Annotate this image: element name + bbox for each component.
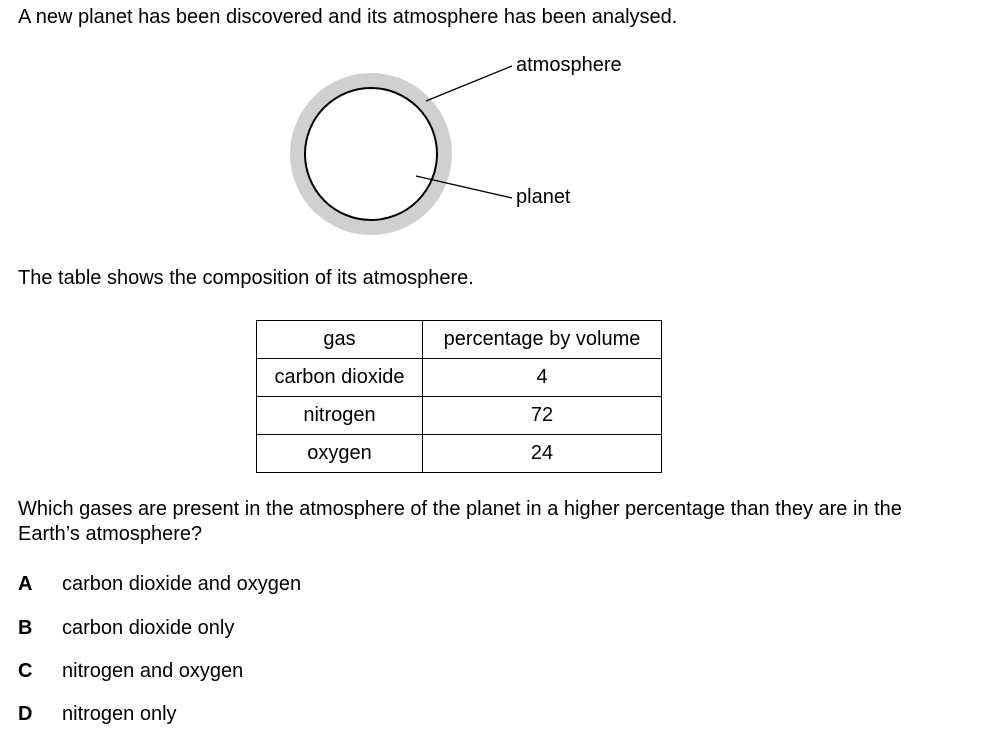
gas-cell: carbon dioxide — [257, 359, 423, 397]
composition-table — [256, 320, 662, 473]
table-row — [257, 435, 662, 473]
option-letter: C — [18, 660, 33, 682]
header-percentage: percentage by volume — [423, 321, 662, 359]
option-text: carbon dioxide only — [62, 617, 235, 639]
option-letter: D — [18, 703, 33, 725]
option-text: nitrogen only — [62, 703, 177, 725]
option-letter: B — [18, 617, 33, 639]
table-row — [257, 397, 662, 435]
atmosphere-pointer-line — [426, 66, 512, 101]
header-gas: gas — [257, 321, 423, 359]
table-row — [257, 359, 662, 397]
table-header-row — [257, 321, 662, 359]
percentage-cell: 24 — [423, 435, 662, 473]
option-letter: A — [18, 573, 33, 595]
planet-circle — [305, 88, 437, 220]
gas-cell: nitrogen — [257, 397, 423, 435]
percentage-cell: 4 — [423, 359, 662, 397]
gas-cell: oxygen — [257, 435, 423, 473]
intro-text: A new planet has been discovered and its atmosphere has been analysed. — [18, 6, 678, 28]
planet-diagram — [0, 0, 985, 260]
option-text: carbon dioxide and oxygen — [62, 573, 302, 595]
atmosphere-label: atmosphere — [516, 54, 622, 76]
option-text: nitrogen and oxygen — [62, 660, 244, 682]
question-text: Which gases are present in the atmosphere of the planet in a higher percentage than they are in the Earth’s atmosphere? — [18, 498, 902, 545]
table-intro-text: The table shows the composition of its atmosphere. — [18, 267, 474, 289]
planet-label: planet — [516, 186, 571, 208]
percentage-cell: 72 — [423, 397, 662, 435]
